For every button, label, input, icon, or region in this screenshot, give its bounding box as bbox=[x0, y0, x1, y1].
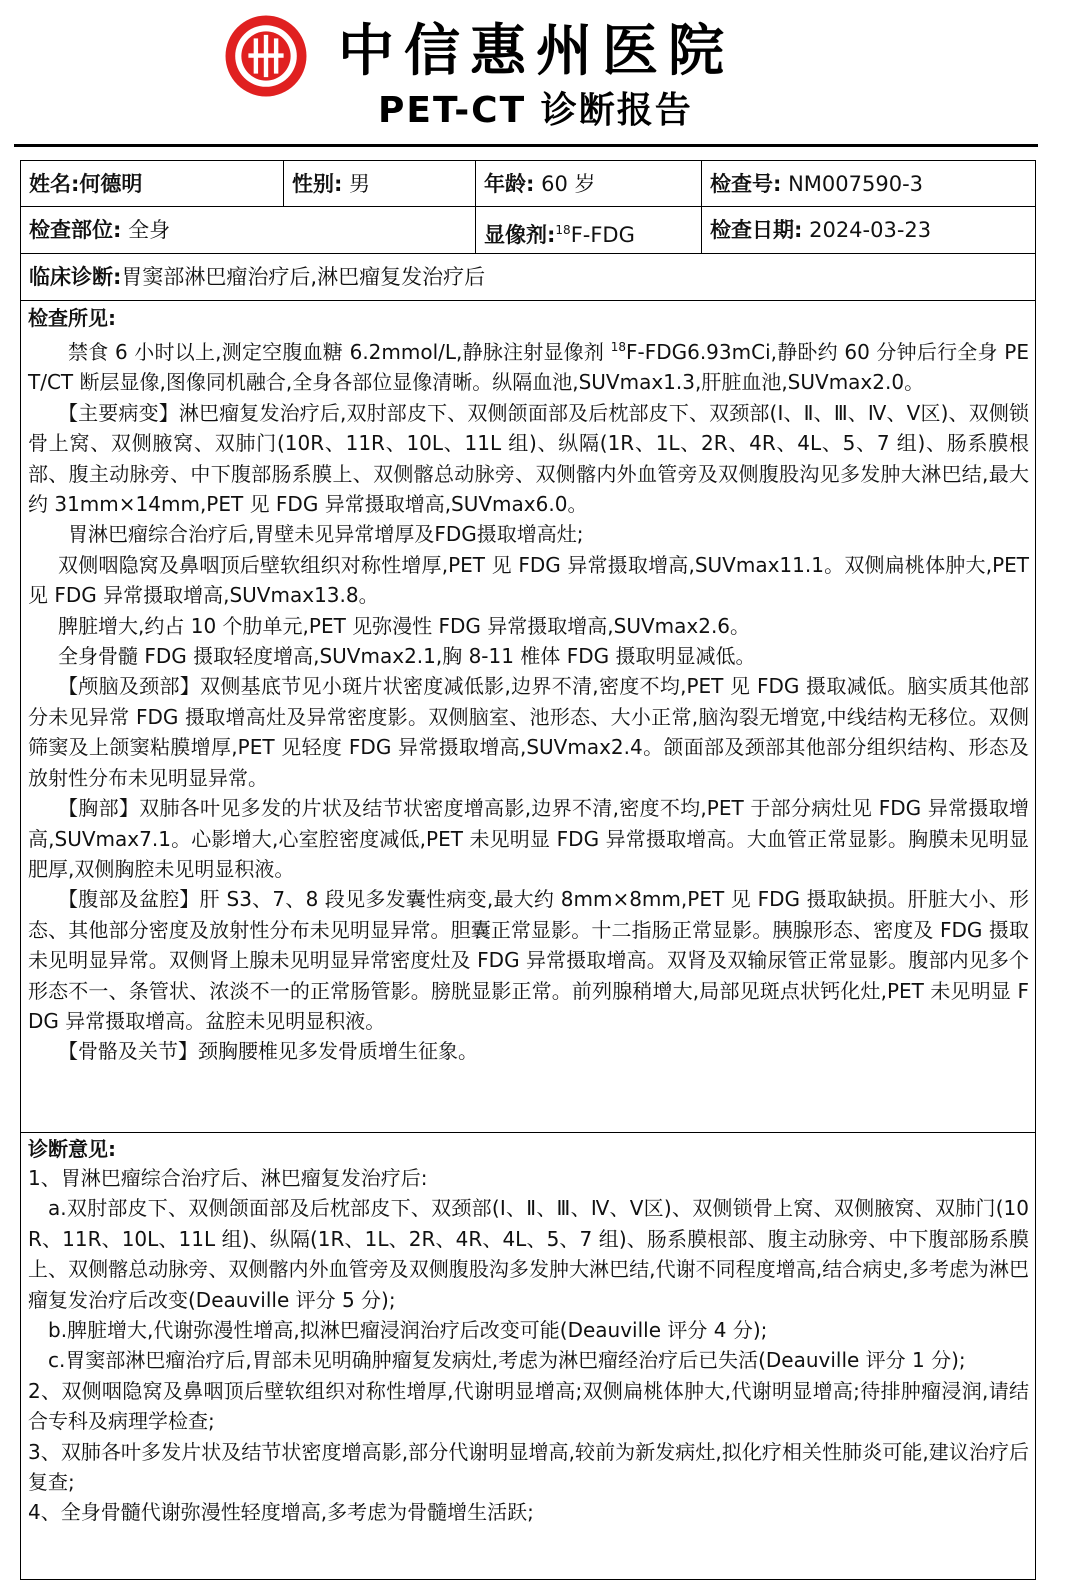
report-title: PET-CT 诊断报告 bbox=[378, 90, 693, 131]
exam-site-cell bbox=[21, 207, 475, 253]
patient-age-cell bbox=[475, 161, 701, 206]
diagnosis-title: 诊断意见: bbox=[28, 1137, 116, 1161]
diagnosis-item-2: 2、双侧咽隐窝及鼻咽顶后壁软组织对称性增厚,代谢明显增高;双侧扁桃体肿大,代谢明显增高;待排肿瘤浸润,请结合专科及病理学检查; bbox=[28, 1378, 1029, 1434]
diagnosis-item-1c: c.胃窦部淋巴瘤治疗后,胃部未见明确肿瘤复发病灶,考虑为淋巴瘤经治疗后已失活(Deauville 评分 1 分); bbox=[48, 1348, 966, 1373]
header-divider bbox=[14, 144, 1038, 147]
findings-main-lesion: 【主要病变】淋巴瘤复发治疗后,双肘部皮下、双侧颌面部及后枕部皮下、双颈部(Ⅰ、Ⅱ、Ⅲ、Ⅳ、Ⅴ区)、双侧锁骨上窝、双侧腋窝、双肺门(10R、11R、10L、11L 组)、纵隔(1R、1L、2R、4R、4L、5、7 组)、肠系膜根部、腹主动脉旁、中下腹部肠系膜上、双侧髂总动脉旁、双侧髂内外血管旁及双侧腹股沟见多发肿大淋巴结,最大约 31mm×14mm,PET 见 FDG 异常摄取增高,SUVmax6.0。 bbox=[28, 400, 1029, 517]
findings-intro-part-a: 禁食 6 小时以上,测定空腹血糖 6.2mmol/L,静脉注射显像剂 bbox=[68, 340, 611, 364]
tracer-cell bbox=[475, 207, 701, 253]
hospital-logo-icon bbox=[222, 12, 310, 100]
exam-date-cell bbox=[701, 207, 1034, 253]
report-table bbox=[20, 160, 1036, 1580]
exam-date-value: 2024-03-23 bbox=[809, 218, 932, 242]
findings-bones-joints: 【骨骼及关节】颈胸腰椎见多发骨质增生征象。 bbox=[58, 1039, 478, 1064]
diagnosis-item-1b: b.脾脏增大,代谢弥漫性增高,拟淋巴瘤浸润治疗后改变可能(Deauville 评分 4 分); bbox=[48, 1318, 768, 1343]
findings-isotope-superscript: 18 bbox=[610, 340, 626, 354]
exam-number-label: 检查号: bbox=[710, 172, 782, 196]
diagnosis-item-1: 1、胃淋巴瘤综合治疗后、淋巴瘤复发治疗后: bbox=[28, 1166, 428, 1190]
report-header bbox=[0, 0, 1072, 150]
findings-spleen: 脾脏增大,约占 10 个肋单元,PET 见弥漫性 FDG 异常摄取增高,SUVmax2.6。 bbox=[58, 613, 751, 638]
clinical-diagnosis-cell bbox=[21, 254, 1035, 300]
findings-abdomen-pelvis: 【腹部及盆腔】肝 S3、7、8 段见多发囊性病变,最大约 8mm×8mm,PET 见 FDG 摄取缺损。肝脏大小、形态、其他部分密度及放射性分布未见明显异常。胆囊正常显影。十二指肠正常显影。胰腺形态、密度及 FDG 摄取未见明显异常。双侧肾上腺未见明显异常密度灶及 FDG 异常摄取增高。双肾及双输尿管正常显影。腹部内见多个形态不一、条管状、浓淡不一的正常肠管影。膀胱显影正常。前列腺稍增大,局部见斑点状钙化灶,PET 未见明显 FDG 异常摄取增高。盆腔未见明显积液。 bbox=[28, 887, 1029, 1033]
findings-stomach: 胃淋巴瘤综合治疗后,胃壁未见异常增厚及FDG摄取增高灶; bbox=[68, 522, 584, 547]
findings-body bbox=[21, 304, 1035, 1067]
exam-number-value: NM007590-3 bbox=[788, 172, 924, 196]
findings-brain-neck: 【颅脑及颈部】双侧基底节见小斑片状密度减低影,边界不清,密度不均,PET 见 FDG 摄取减低。脑实质其他部分未见异常 FDG 摄取增高灶及异常密度影。双侧脑室、池形态、大小正常,脑沟裂无增宽,中线结构无移位。双侧筛窦及上颌窦粘膜增厚,PET 见轻度 FDG 异常摄取增高,SUVmax2.4。颌面部及颈部其他部分组织结构、形态及放射性分布未见明显异常。 bbox=[28, 674, 1029, 790]
hospital-name: 中信惠州医院 bbox=[338, 19, 734, 84]
diagnosis-item-1a: a.双肘部皮下、双侧颌面部及后枕部皮下、双颈部(Ⅰ、Ⅱ、Ⅲ、Ⅳ、Ⅴ区)、双侧锁骨上窝、双侧腋窝、双肺门(10R、11R、10L、11L 组)、纵隔(1R、1L、2R、4R、4L、5、7 组)、肠系膜根部、腹主动脉旁、中下腹部肠系膜上、双侧髂总动脉旁、双侧髂内外血管旁及双侧腹股沟多发肿大淋巴结,代谢不同程度增高,结合病史,多考虑为淋巴瘤复发治疗后改变(Deauville 评分 5 分); bbox=[28, 1196, 1029, 1312]
patient-age-value: 60 岁 bbox=[541, 172, 596, 196]
diagnosis-item-4: 4、全身骨髓代谢弥漫性轻度增高,多考虑为骨髓增生活跃; bbox=[28, 1500, 534, 1525]
findings-intro-part-b: F-FDG6.93mCi,静卧约 60 分钟后行全身 PET/CT 断层显像,图像同机融合,全身各部位显像清晰。纵隔血池,SUVmax1.3,肝脏血池,SUVmax2.0。 bbox=[28, 340, 1029, 395]
clinical-diagnosis-row bbox=[21, 254, 1035, 301]
patient-name-value: 何德明 bbox=[79, 172, 143, 196]
patient-name-label: 姓名: bbox=[29, 172, 80, 196]
exam-number-cell bbox=[701, 161, 1034, 206]
clinical-diagnosis-label: 临床诊断: bbox=[29, 265, 122, 289]
tracer-value: F-FDG bbox=[570, 223, 635, 247]
findings-title: 检查所见: bbox=[28, 306, 116, 330]
clinical-diagnosis-value: 胃窦部淋巴瘤治疗后,淋巴瘤复发治疗后 bbox=[121, 265, 486, 289]
findings-chest: 【胸部】双肺各叶见多发的片状及结节状密度增高影,边界不清,密度不均,PET 于部分病灶见 FDG 异常摄取增高,SUVmax7.1。心影增大,心室腔密度减低,PET 未见明显 FDG 异常摄取增高。大血管正常显影。胸膜未见明显肥厚,双侧胸腔未见明显积液。 bbox=[28, 796, 1029, 881]
patient-sex-cell bbox=[283, 161, 475, 206]
findings-pharynx: 双侧咽隐窝及鼻咽顶后壁软组织对称性增厚,PET 见 FDG 异常摄取增高,SUVmax11.1。双侧扁桃体肿大,PET 见 FDG 异常摄取增高,SUVmax13.8。 bbox=[28, 552, 1029, 608]
patient-info-row bbox=[21, 161, 1035, 207]
diagnosis-item-3: 3、双肺各叶多发片状及结节状密度增高影,部分代谢明显增高,较前为新发病灶,拟化疗相关性肺炎可能,建议治疗后复查; bbox=[28, 1439, 1029, 1495]
patient-name-cell bbox=[21, 161, 283, 206]
patient-age-label: 年龄: bbox=[484, 172, 535, 196]
exam-info-row bbox=[21, 207, 1035, 254]
findings-bone-marrow: 全身骨髓 FDG 摄取轻度增高,SUVmax2.1,胸 8-11 椎体 FDG 摄取明显减低。 bbox=[58, 644, 756, 669]
diagnosis-body bbox=[21, 1135, 1035, 1528]
patient-sex-value: 男 bbox=[349, 172, 371, 196]
findings-intro bbox=[28, 332, 1029, 398]
diagnosis-section bbox=[21, 1133, 1035, 1579]
exam-site-label: 检查部位: bbox=[29, 218, 122, 242]
patient-sex-label: 性别: bbox=[292, 172, 343, 196]
tracer-isotope-superscript: 18 bbox=[555, 223, 571, 237]
tracer-label: 显像剂: bbox=[484, 223, 556, 247]
exam-site-value: 全身 bbox=[128, 218, 171, 242]
findings-section bbox=[21, 301, 1035, 1133]
exam-date-label: 检查日期: bbox=[710, 218, 803, 242]
